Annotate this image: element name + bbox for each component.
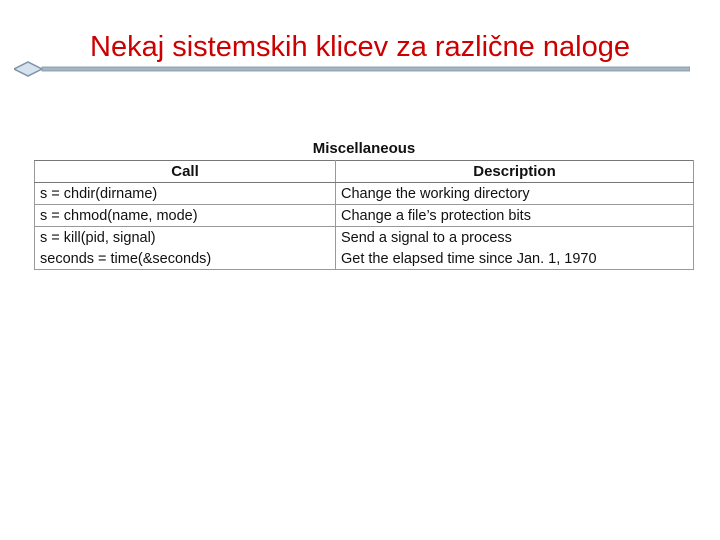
description-cell: Change a file’s protection bits — [336, 205, 694, 227]
table-row — [35, 227, 694, 249]
table-row — [35, 205, 694, 227]
header-call: Call — [35, 161, 336, 183]
title-underline-rule — [14, 60, 690, 78]
slide-title: Nekaj sistemskih klicev za različne naloge — [90, 31, 630, 63]
system-calls-table — [34, 160, 694, 270]
description-cell: Get the elapsed time since Jan. 1, 1970 — [336, 248, 694, 270]
table-row — [35, 248, 694, 270]
description-cell: Send a signal to a process — [336, 227, 694, 249]
table-header-row — [35, 161, 694, 183]
call-cell: seconds = time(&seconds) — [35, 248, 336, 270]
table-row — [35, 183, 694, 205]
call-cell: s = kill(pid, signal) — [35, 227, 336, 249]
header-description: Description — [336, 161, 694, 183]
description-cell: Change the working directory — [336, 183, 694, 205]
table-caption: Miscellaneous — [312, 140, 416, 157]
call-cell: s = chdir(dirname) — [35, 183, 336, 205]
call-cell: s = chmod(name, mode) — [35, 205, 336, 227]
